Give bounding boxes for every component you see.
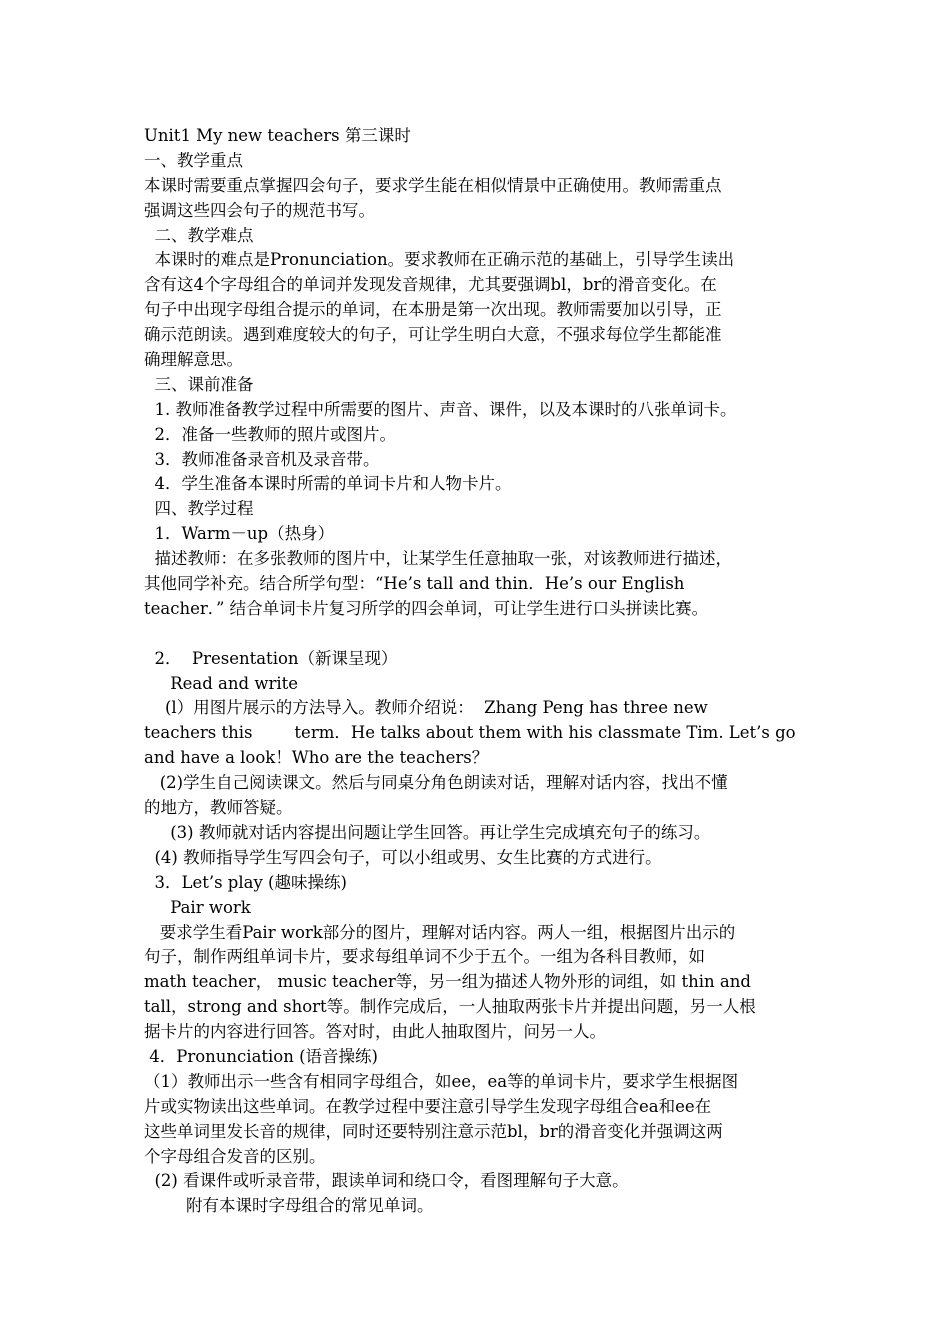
paragraph-line: (2) 看课件或听录音带，跟读单词和绕口令，看图理解句子大意。 — [144, 1171, 629, 1191]
paragraph-line: 其他同学补充。结合所学句型：“He’s tall and thin．He’s our English — [144, 574, 685, 594]
paragraph-line: 个字母组合发音的区别。 — [144, 1146, 326, 1166]
paragraph-line: (l）用图片展示的方法导入。教师介绍说： Zhang Peng has three new — [144, 698, 708, 718]
paragraph-line: (4) 教师指导学生写四会句子，可以小组或男、女生比赛的方式进行。 — [144, 847, 662, 867]
list-item: 2．准备一些教师的照片或图片。 — [144, 424, 396, 444]
paragraph-line: teachers this term．He talks about them with his classmate Tim. Let’s go — [144, 723, 796, 743]
paragraph-line: 描述教师：在多张教师的图片中，让某学生任意抽取一张，对该教师进行描述， — [144, 549, 732, 569]
paragraph-line: (2)学生自己阅读课文。然后与同桌分角色朗读对话，理解对话内容，找出不懂 — [144, 773, 728, 793]
paragraph-line: and have a look！Who are the teachers？ — [144, 748, 489, 768]
paragraph-line: 句子中出现字母组合提示的单词，在本册是第一次出现。教师需要加以引导，正 — [144, 300, 722, 320]
document-body — [144, 124, 812, 1219]
paragraph-line: 本课时需要重点掌握四会句子，要求学生能在相似情景中正确使用。教师需重点 — [144, 175, 722, 195]
paragraph-line: 本课时的难点是Pronunciation。要求教师在正确示范的基础上，引导学生读出 — [144, 250, 735, 270]
paragraph-line: 确示范朗读。遇到难度较大的句子，可让学生明白大意，不强求每位学生都能准 — [144, 325, 722, 345]
section-heading: 四、教学过程 — [144, 499, 254, 519]
paragraph-line: 附有本课时字母组合的常见单词。 — [144, 1196, 434, 1216]
paragraph-line: 要求学生看Pair work部分的图片，理解对话内容。两人一组，根据图片出示的 — [144, 922, 736, 942]
subsection-label: Read and write — [144, 673, 299, 693]
section-heading: 三、课前准备 — [144, 374, 254, 394]
paragraph-line: 的地方，教师答疑。 — [144, 798, 293, 818]
paragraph-line: 确理解意思。 — [144, 350, 243, 370]
subsection-label: Pair work — [144, 897, 251, 917]
paragraph-line: teacher．” 结合单词卡片复习所学的四会单词，可让学生进行口头拼读比赛。 — [144, 598, 709, 618]
paragraph-line: (3) 教师就对话内容提出问题让学生回答。再让学生完成填充句子的练习。 — [144, 822, 711, 842]
list-item: 4．学生准备本课时所需的单词卡片和人物卡片。 — [144, 474, 512, 494]
subsection-heading: 2． Presentation（新课呈现） — [144, 648, 398, 668]
blank-line — [144, 622, 812, 647]
paragraph-line: 句子，制作两组单词卡片，要求每组单词不少于五个。一组为各科目教师，如 — [144, 947, 705, 967]
section-heading: 二、教学难点 — [144, 225, 254, 245]
paragraph-line: math teacher， music teacher等，另一组为描述人物外形的词组，如 thin and — [144, 972, 751, 992]
subsection-heading: 3．Let’s play (趣味操练) — [144, 872, 347, 892]
subsection-heading: 1．Warm－up（热身） — [144, 524, 335, 544]
paragraph-line: 片或实物读出这些单词。在教学过程中要注意引导学生发现字母组合ea和ee在 — [144, 1096, 712, 1116]
list-item: 1. 教师准备教学过程中所需要的图片、声音、课件，以及本课时的八张单词卡。 — [144, 399, 737, 419]
paragraph-line: （1）教师出示一些含有相同字母组合，如ee，ea等的单词卡片，要求学生根据图 — [144, 1071, 739, 1091]
list-item: 3．教师准备录音机及录音带。 — [144, 449, 380, 469]
subsection-heading: 4．Pronunciation (语音操练) — [144, 1046, 378, 1066]
paragraph-line: 强调这些四会句子的规范书写。 — [144, 200, 375, 220]
document-title: Unit1 My new teachers 第三课时 — [144, 126, 411, 145]
paragraph-line: 含有这4个字母组合的单词并发现发音规律，尤其要强调bl，br的滑音变化。在 — [144, 275, 717, 295]
paragraph-line: 这些单词里发长音的规律，同时还要特别注意示范bl，br的滑音变化并强调这两 — [144, 1121, 723, 1141]
paragraph-line: tall，strong and short等。制作完成后，一人抽取两张卡片并提出问题，另一人根 — [144, 997, 756, 1017]
section-heading: 一、教学重点 — [144, 150, 243, 170]
paragraph-line: 据卡片的内容进行回答。答对时，由此人抽取图片，问另一人。 — [144, 1022, 606, 1042]
